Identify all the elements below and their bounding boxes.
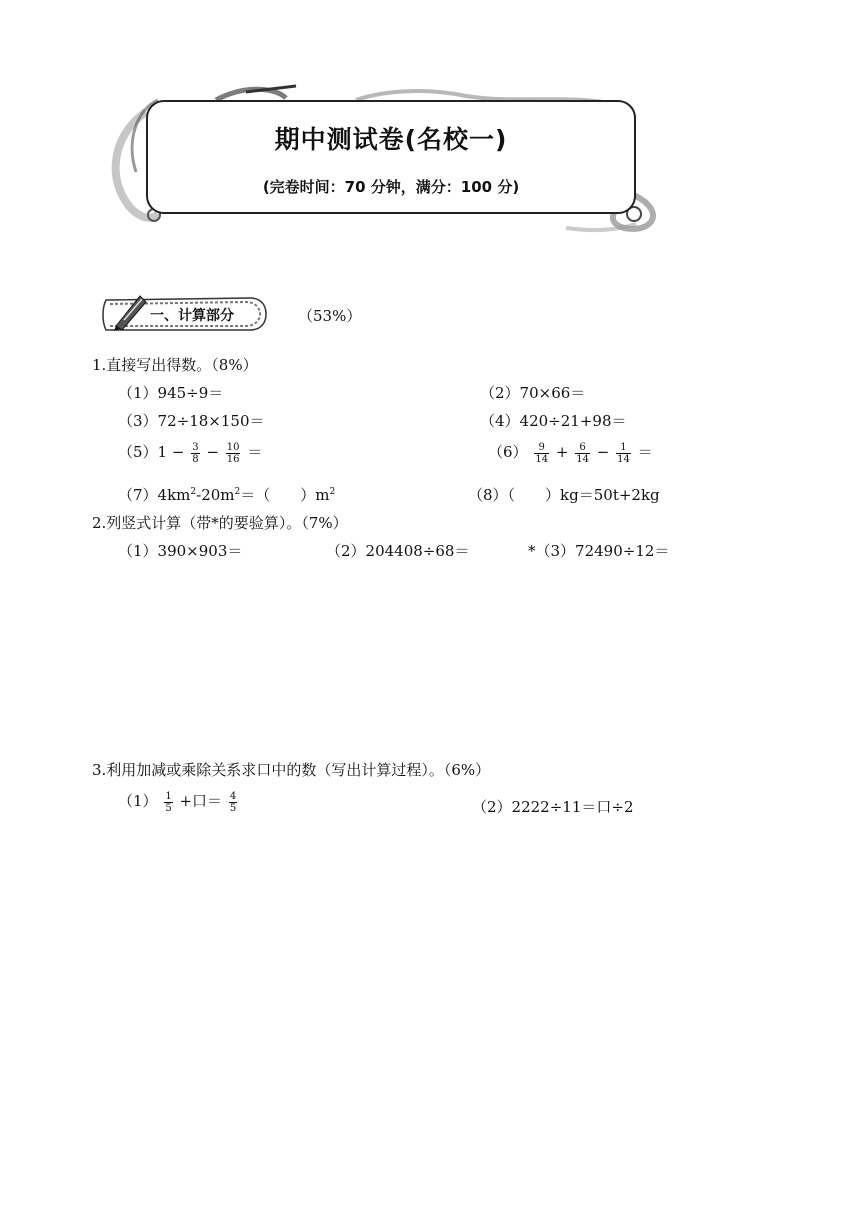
q2-heading: 2.列竖式计算（带*的要验算）。（7%） (92, 514, 348, 532)
q1-item-2: （2）70×66＝ (480, 384, 586, 402)
fraction: $\frac{9}{14}$ (535, 441, 549, 465)
page-subtitle: (完卷时间：70 分钟，满分：100 分) (262, 178, 520, 196)
q2-item-3: *（3）72490÷12＝ (528, 542, 670, 560)
q1-item-4: （4）420÷21+98＝ (480, 412, 627, 430)
q1-item-5: （5）1 − $\frac{3}{8}$ − $\frac{10}{16}$ ＝ (118, 441, 263, 465)
fraction: $\frac{1}{5}$ (165, 790, 172, 814)
section-percent: （53%） (298, 307, 362, 325)
q3-item-2: （2）2222÷11＝口÷2 (472, 798, 634, 816)
q1-item-1: （1）945÷9＝ (118, 384, 224, 402)
q1-heading: 1.直接写出得数。（8%） (92, 356, 258, 374)
section-title: 一、计算部分 (150, 308, 234, 324)
q2-item-1: （1）390×903＝ (118, 542, 243, 560)
q3-heading: 3.利用加减或乘除关系求口中的数（写出计算过程）。（6%） (92, 761, 491, 779)
page-title: 期中测试卷(名校一) (274, 125, 508, 154)
fraction: $\frac{4}{5}$ (229, 790, 237, 814)
pen-icon (110, 290, 150, 332)
q3-item-1: （1） $\frac{1}{5}$ +口＝ $\frac{4}{5}$ (118, 790, 237, 814)
q1-item-7: $(7)4km^2-20m^2=$（ ）$m^2$ (118, 486, 336, 504)
fraction: $\frac{1}{14}$ (617, 441, 630, 465)
q1-item-6-prefix: （6） (488, 443, 528, 461)
q2-item-2: （2）204408÷68＝ (326, 542, 470, 560)
fraction: $\frac{6}{14}$ (576, 441, 589, 465)
q1-item-5-prefix: （5）1 − (118, 443, 185, 461)
fraction: $\frac{10}{16}$ (226, 441, 240, 465)
q1-item-8: （8）（ ）kg＝50t+2kg (468, 486, 660, 504)
q1-item-3: （3）72÷18×150＝ (118, 412, 265, 430)
q1-item-6: （6） $\frac{9}{14}$ + $\frac{6}{14}$ − $\frac{1}{14}$ ＝ (488, 441, 653, 465)
fraction: $\frac{3}{8}$ (192, 441, 199, 465)
